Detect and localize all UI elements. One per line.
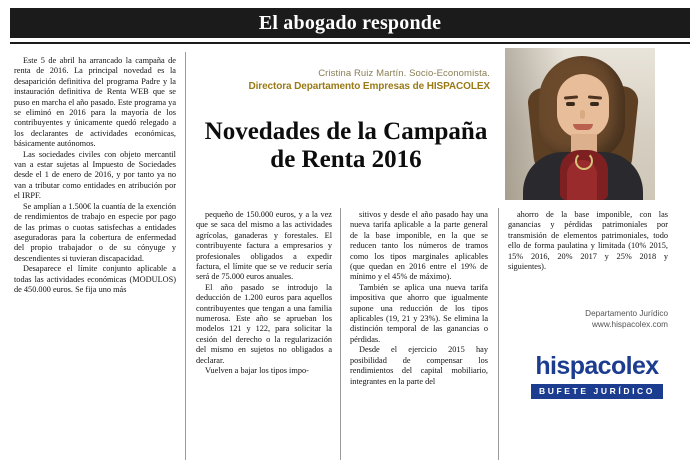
column-rule-2 <box>340 208 341 460</box>
mouth <box>573 124 593 130</box>
column-rule-1 <box>185 52 186 460</box>
paragraph: Vuelven a bajar los tipos impo- <box>205 366 309 376</box>
logo-tagline: BUFETE JURÍDICO <box>531 384 663 399</box>
article-column-4 <box>508 210 668 272</box>
department-name: Departamento Jurídico <box>585 309 668 318</box>
department-website[interactable]: www.hispacolex.com <box>592 320 668 329</box>
paragraph: Desaparece el límite conjunto aplicable a todas las actividades económicas (MODULOS) de 450.000 euros. Se fija uno más <box>14 264 176 294</box>
department-info <box>508 308 668 330</box>
paragraph: ahorro de la base imponible, con las ganancias y pérdidas patrimoniales por transmisión de elementos patrimoniales, todo ello de forma paulatina y limitada (10% 2015, 15% 2016, 20% 2017 y 25% 2018 y siguientes). <box>508 210 668 272</box>
nose <box>580 110 585 119</box>
paragraph: Este 5 de abril ha arrancado la campaña de renta de 2016. La principal novedad es la desaparición definitiva del programa Padre y la instauración definitiva de Renta WEB que se puso en marcha el año pasado. Este programa ya se eliminó en 2016 para la mayoría de los contribuyentes y únicamente quedó relegado a los declarantes de actividades económicas, básicamente autónomos. <box>14 56 176 149</box>
paragraph: sitivos y desde el año pasado hay una nueva tarifa aplicable a la parte general de la base imponible, en la que se reducen tanto los números de tramos como los tipos marginales aplicables (que quedan en 2016 entre el 19% de mínimo y el 45% de máximo). <box>350 210 488 282</box>
headline-line-1: Novedades de la Campaña <box>204 118 488 145</box>
banner-rule <box>10 42 690 44</box>
author-photo <box>505 48 655 200</box>
article-column-2 <box>196 210 332 377</box>
paragraph: pequeño de 150.000 euros, y a la vez que se saca del mismo a las actividades agrícolas, ganaderas y forestales. El contribuyente factura a empresarios y profesionales obligados a expedir factura, el límite que se ve reducir sería será de 75.000 euros anuales. <box>196 210 332 282</box>
logo-wordmark: hispacolex <box>535 352 659 380</box>
article-column-1 <box>14 56 176 295</box>
article-column-3 <box>350 210 488 387</box>
eye-right <box>590 102 599 106</box>
column-rule-3 <box>498 208 499 460</box>
eye-left <box>566 102 575 106</box>
page-title <box>196 118 496 174</box>
paragraph: Desde el ejercicio 2015 hay posibilidad de compensar los rendimientos del capital mobiliario, integrantes en la parte del <box>350 345 488 386</box>
author-name: Cristina Ruiz Martín. Socio-Economista. <box>318 68 490 79</box>
banner-title: El abogado responde <box>258 11 442 34</box>
paragraph: También se aplica una nueva tarifa impositiva que ahorro que igualmente supone una reducción de los tipos aplicables (19, 21 y 23%). Se elimina la distinción temporal de las ganancias o pérdidas. <box>350 282 488 344</box>
paragraph: Las sociedades civiles con objeto mercantil van a estar sujetas al Impuesto de Sociedades desde el 1 de enero de 2016, y por tanto ya no van a tributar como entidades en atribución por el IRPF. <box>14 149 176 201</box>
paragraph: Se amplían a 1.500€ la cuantía de la exención de rendimientos de trabajo en especie por pago de las primas o cuotas satisfechas a entidades aseguradoras para la cobertura de enfermedad del propio trabajador o de su cónyuge y descendientes si tuvieran discapacidad. <box>14 201 176 263</box>
headline-line-2: de Renta 2016 <box>270 146 422 173</box>
author-role: Directora Departamento Empresas de HISPACOLEX <box>248 81 490 92</box>
necklace <box>575 152 593 170</box>
paragraph: El año pasado se introdujo la deducción de 1.200 euros para aquellos contribuyentes que tengan a una familia numerosa. Este año se aprueban los modelos 121 y 122, para solicitar la cesión del derecho o la regularización del mismo en sujetos no obligados a declarar. <box>196 282 332 365</box>
byline <box>210 68 490 92</box>
company-logo <box>524 352 670 399</box>
section-banner <box>10 8 690 38</box>
